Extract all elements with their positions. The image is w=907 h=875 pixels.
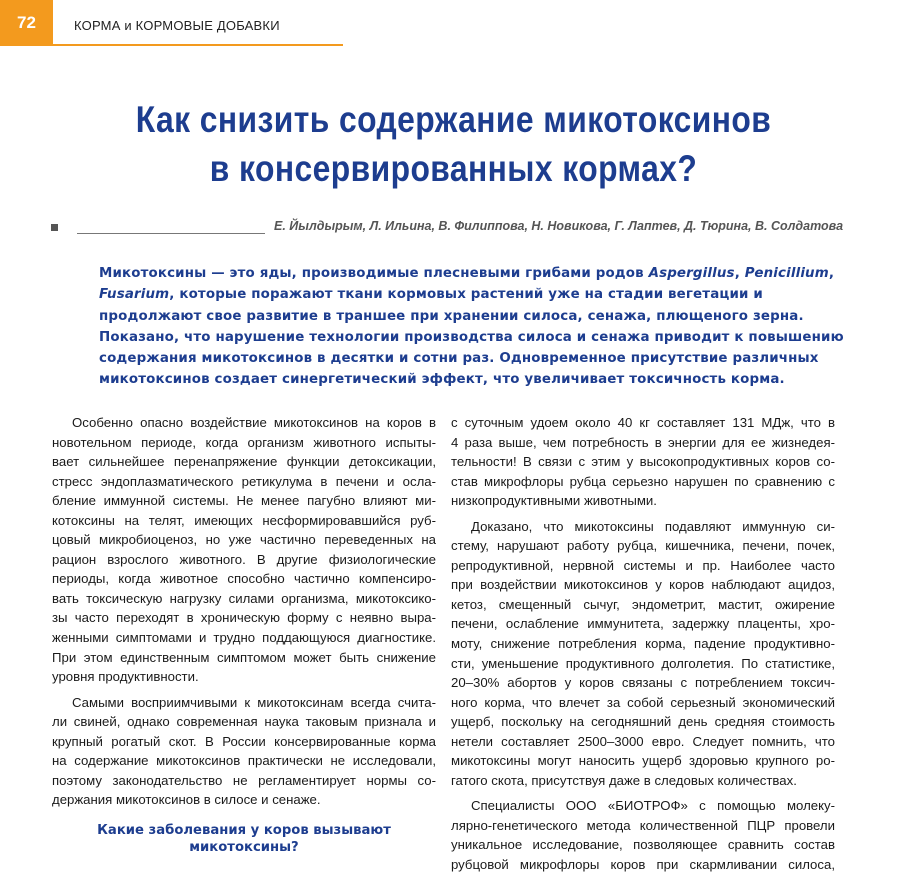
lead-line: содержания микотоксинов в десятки и сотни раз. Одновременное присутствие различных [99,351,819,367]
authors-bullet-icon [51,224,58,231]
left-para2-line: держания микотоксинов в силосе и сенаже. [52,792,321,808]
right-para2-line: моту, снижение потребления корма, падение продуктивно- [451,636,835,652]
lead-paragraph [99,263,844,391]
left-para2-line: ли свиней, однако современная наука таковым признала и [52,714,436,730]
right-para1-line: став микрофлоры рубца серьезно нарушен по сравнению с [451,473,835,489]
right-para2-line: ущерб, поскольку на сегодняшний день средняя стоимость [451,714,835,730]
right-para3-line: уникальное исследование, позволяющее сравнить состав [451,837,835,853]
left-para1-line: цовый микробиоценоз, но уже частично переведенных на [52,532,436,548]
right-para3-line: Специалисты ООО «БИОТРОФ» с помощью молеку- [471,798,835,814]
left-para2-line: поэтому законодательство не регламентирует нормы со- [52,772,436,788]
left-para1-line: уровня продуктивности. [52,669,199,685]
lead-line: Микотоксины — это яды, производимые плесневыми грибами родов Aspergillus, Penicillium, [99,266,835,281]
left-para2-line: Самыми восприимчивыми к микотоксинам всегда счита- [72,694,436,710]
right-para2-line: микотоксины могут наносить ущерб здоровью крупного ро- [451,753,835,769]
right-para2-line: репродуктивной, нервной системы и пр. Наиболее часто [451,557,835,573]
right-para2-line: кетоз, смещенный сычуг, эндометрит, мастит, ожирение [451,596,835,612]
left-para1-line: бление иммунной системы. Не менее пагубно влияют ми- [52,493,436,509]
lead-line: Показано, что нарушение технологии производства силоса и сенажа приводит к повышению [99,329,844,345]
right-para1-line: тельности! В связи с этим у высокопродуктивных коров со- [451,454,835,470]
left-para1-line: стресс эндоплазматического ретикулума в печени и осла- [52,473,436,489]
left-para2-line: крупный рогатый скот. В России консервированные корма [52,733,436,749]
left-para1-line: периоды, когда животное способно частично компенсиро- [52,571,436,587]
right-para3-line: лярно-генетического метода количественной ПЦР провели [451,817,835,833]
header-rule [53,44,343,46]
subheading [52,822,436,856]
title-line-2: в консервированных кормах? [209,148,698,189]
title-line-1: Как снизить содержание микотоксинов [135,99,772,140]
right-para1-line: 4 раза выше, чем потребность в энергии для ее жизнедея- [451,434,835,450]
lead-line: микотоксинов создает синергетический эффект, что увеличивает токсичность корма. [99,372,785,388]
left-para2-line: на содержание микотоксинов практически не исследовали, [52,753,436,769]
left-para1-line: котоксины на телят, имеющих несформировавшийся руб- [52,512,436,528]
page-number: 72 [0,0,53,46]
authors-rule [77,233,265,234]
right-para1-line: с суточным удоем около 40 кг составляет 131 МДж, что в [451,415,835,430]
left-para1-line: женными симптомами и трудно поддающуюся диагностике. [52,630,436,646]
right-para2-line: Доказано, что микотоксины подавляют иммунную си- [471,518,835,534]
right-para2-line: ного корма, что влечет за собой серьезный экономический [451,694,835,710]
right-column [451,413,835,875]
left-para1-line: новотельном периоде, когда организм животного испыты- [52,434,436,450]
right-para2-line: гатого скота, присутствуя даже в следовых количествах. [451,772,797,788]
left-para1-line: вает сильнейшее перенапряжение функции детоксикации, [52,454,436,470]
article-title [63,95,843,193]
section-title: КОРМА и КОРМОВЫЕ ДОБАВКИ [74,18,280,33]
subheading-line: Какие заболевания у коров вызывают [97,822,391,838]
right-para2-line: при воздействии микотоксинов у коров наблюдают ацидоз, [451,577,835,593]
right-para2-line: 20–30% абортов у коров связаны с потреблением токсич- [451,675,835,691]
lead-line: продолжают свое развитие в траншее при хранении силоса, сенажа, плющеного зерна. [99,308,804,324]
subheading-line: микотоксины? [189,839,299,855]
right-para2-line: печени, ослабление иммунитета, задержку плаценты, хро- [451,616,835,632]
authors: Е. Йылдырым, Л. Ильина, В. Филиппова, Н. Новикова, Г. Лаптев, Д. Тюрина, В. Солдатова [274,219,844,233]
left-para1-line: При этом единственным симптомом может быть снижение [52,649,436,665]
right-para2-line: нетели составляет 2500–3000 евро. Следует помнить, что [451,733,835,749]
left-para1-line: вать токсическую нагрузку силами организма, микотоксико- [52,590,436,606]
left-para1-line: Особенно опасно воздействие микотоксинов на коров в [72,415,436,430]
right-para3-line: рубцовой микрофлоры коров при скармливании силоса, [451,857,835,873]
left-para1-line: зы часто переходят в хроническую форму с неявно выра- [52,610,436,626]
right-para2-line: сти, уменьшение продуктивного долголетия. По статистике, [451,655,835,671]
left-column [52,413,436,856]
right-para2-line: стему, нарушают работу рубца, кишечника, печени, почек, [451,538,835,554]
right-para1-line: низкопродуктивными животными. [451,493,657,509]
lead-line: Fusarium, которые поражают ткани кормовых растений уже на стадии вегетации и [99,287,763,303]
left-para1-line: рацион взрослого животного. В другие физиологические [52,551,436,567]
